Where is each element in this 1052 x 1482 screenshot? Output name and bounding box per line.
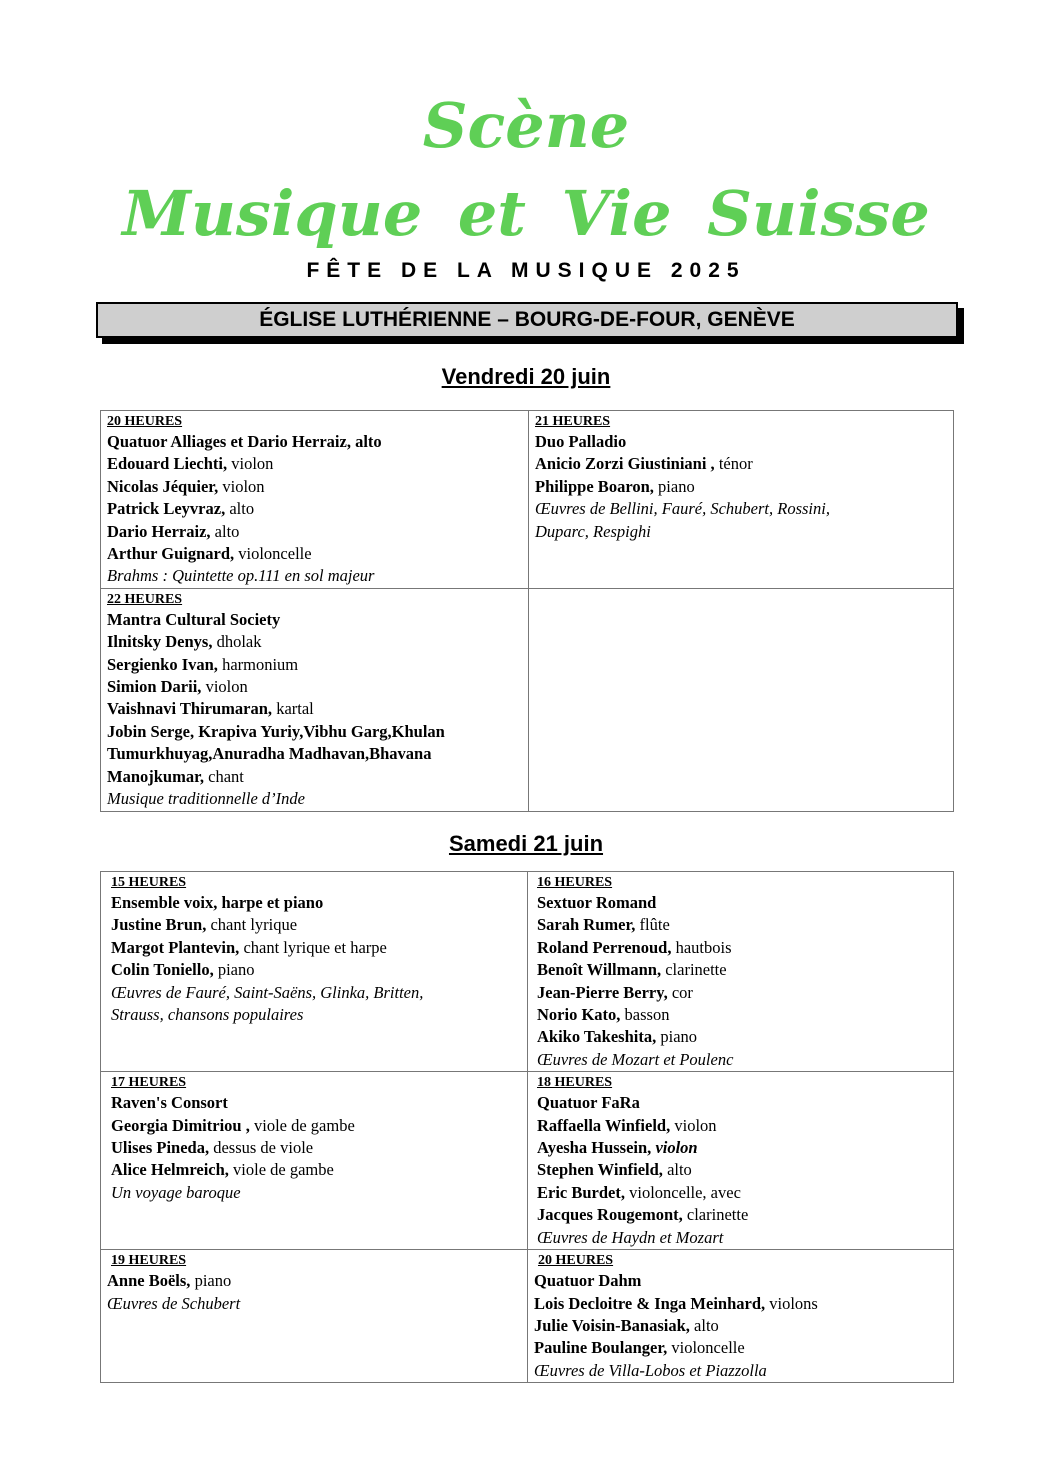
saturday-schedule-table <box>100 871 954 1383</box>
performer: Benoît Willmann, clarinette <box>537 960 727 980</box>
performer: Roland Perrenoud, hautbois <box>537 937 732 957</box>
program: Œuvres de Fauré, Saint-Saëns, Glinka, Britten, <box>111 982 424 1002</box>
performer: Jean-Pierre Berry, cor <box>537 982 693 1002</box>
program: Œuvres de Schubert <box>107 1293 241 1313</box>
ensemble-name: Quatuor FaRa <box>537 1093 640 1113</box>
title-musique-et-vie-suisse: Musique et Vie Suisse <box>122 177 930 250</box>
performer: Lois Decloitre & Inga Meinhard, violons <box>534 1293 818 1313</box>
program: Œuvres de Haydn et Mozart <box>537 1227 724 1247</box>
performer: Ayesha Hussein, violon <box>537 1138 698 1158</box>
performer: Anne Boëls, piano <box>107 1271 232 1291</box>
concert-hour: 17 HEURES <box>111 1075 187 1091</box>
performer: Manojkumar, chant <box>107 766 244 786</box>
performer: Anicio Zorzi Giustiniani , ténor <box>535 454 753 474</box>
performer: Sarah Rumer, flûte <box>537 915 670 935</box>
performer: Margot Plantevin, chant lyrique et harpe <box>111 937 387 957</box>
performer: Sergienko Ivan, harmonium <box>107 654 299 674</box>
venue-banner: ÉGLISE LUTHÉRIENNE – BOURG-DE-FOUR, GENÈVE <box>96 302 958 338</box>
performer: Ilnitsky Denys, dholak <box>107 632 262 652</box>
concert-hour: 19 HEURES <box>111 1253 187 1269</box>
performer: Eric Burdet, violoncelle, avec <box>537 1182 741 1202</box>
performer: Pauline Boulanger, violoncelle <box>534 1338 745 1358</box>
ensemble-name: Raven's Consort <box>111 1093 228 1113</box>
ensemble-name: Mantra Cultural Society <box>107 609 281 629</box>
performer: Dario Herraiz, alto <box>107 521 240 541</box>
performer: Colin Toniello, piano <box>111 960 255 980</box>
performer: Stephen Winfield, alto <box>537 1160 692 1180</box>
program: Musique traditionnelle d’Inde <box>107 789 305 809</box>
friday-schedule-table <box>100 410 954 812</box>
ensemble-name: Quatuor Alliages et Dario Herraiz, alto <box>107 432 382 451</box>
concert-cell <box>101 1072 528 1250</box>
program: Strauss, chansons populaires <box>111 1005 304 1025</box>
ensemble-name: Quatuor Dahm <box>534 1271 642 1291</box>
concert-cell <box>101 872 528 1072</box>
performer: Justine Brun, chant lyrique <box>111 915 298 935</box>
program: Œuvres de Mozart et Poulenc <box>537 1049 734 1069</box>
performer: Edouard Liechti, violon <box>107 454 274 474</box>
ensemble-name: Sextuor Romand <box>537 893 657 912</box>
program: Œuvres de Villa-Lobos et Piazzolla <box>534 1360 767 1380</box>
concert-hour: 16 HEURES <box>537 875 613 890</box>
subtitle: FÊTE DE LA MUSIQUE 2025 <box>306 259 746 282</box>
performer: Ulises Pineda, dessus de viole <box>111 1138 314 1158</box>
performer: Tumurkhuyag,Anuradha Madhavan,Bhavana <box>107 744 432 764</box>
title-scene: Scène <box>422 89 630 162</box>
performer: Jobin Serge, Krapiva Yuriy,Vibhu Garg,Khulan <box>107 721 445 741</box>
performer: Nicolas Jéquier, violon <box>107 476 265 496</box>
program: Brahms : Quintette op.111 en sol majeur <box>107 566 375 586</box>
concert-hour: 20 HEURES <box>538 1253 614 1269</box>
performer: Norio Kato, basson <box>537 1005 670 1025</box>
day-heading-friday: Vendredi 20 juin <box>441 364 611 389</box>
concert-hour: 21 HEURES <box>535 414 611 429</box>
concert-cell <box>101 588 529 811</box>
day-heading-saturday: Samedi 21 juin <box>448 831 604 856</box>
concert-hour: 18 HEURES <box>537 1075 613 1091</box>
concert-cell <box>528 1072 954 1250</box>
performer: Vaishnavi Thirumaran, kartal <box>107 699 314 719</box>
concert-hour: 22 HEURES <box>107 591 183 607</box>
performer: Patrick Leyvraz, alto <box>107 499 255 519</box>
concert-cell <box>101 411 529 589</box>
performer: Arthur Guignard, violoncelle <box>107 544 312 564</box>
ensemble-name: Ensemble voix, harpe et piano <box>111 893 324 912</box>
ensemble-name: Duo Palladio <box>535 432 627 451</box>
concert-hour: 20 HEURES <box>107 414 183 429</box>
performer: Julie Voisin-Banasiak, alto <box>534 1315 719 1335</box>
performer: Alice Helmreich, viole de gambe <box>111 1160 334 1180</box>
performer: Philippe Boaron, piano <box>535 476 695 496</box>
empty-cell <box>529 588 954 811</box>
concert-cell <box>528 872 954 1072</box>
concert-cell <box>528 1250 954 1383</box>
performer: Raffaella Winfield, violon <box>537 1115 717 1135</box>
performer: Akiko Takeshita, piano <box>537 1027 698 1047</box>
performer: Simion Darii, violon <box>107 677 248 697</box>
program: Duparc, Respighi <box>535 521 651 541</box>
performer: Jacques Rougemont, clarinette <box>537 1205 749 1225</box>
concert-cell <box>101 1250 528 1383</box>
concert-cell <box>529 411 954 589</box>
concert-hour: 15 HEURES <box>111 875 187 890</box>
program: Œuvres de Bellini, Fauré, Schubert, Rossini, <box>535 499 830 519</box>
program: Un voyage baroque <box>111 1182 241 1202</box>
performer: Georgia Dimitriou , viole de gambe <box>111 1115 355 1135</box>
